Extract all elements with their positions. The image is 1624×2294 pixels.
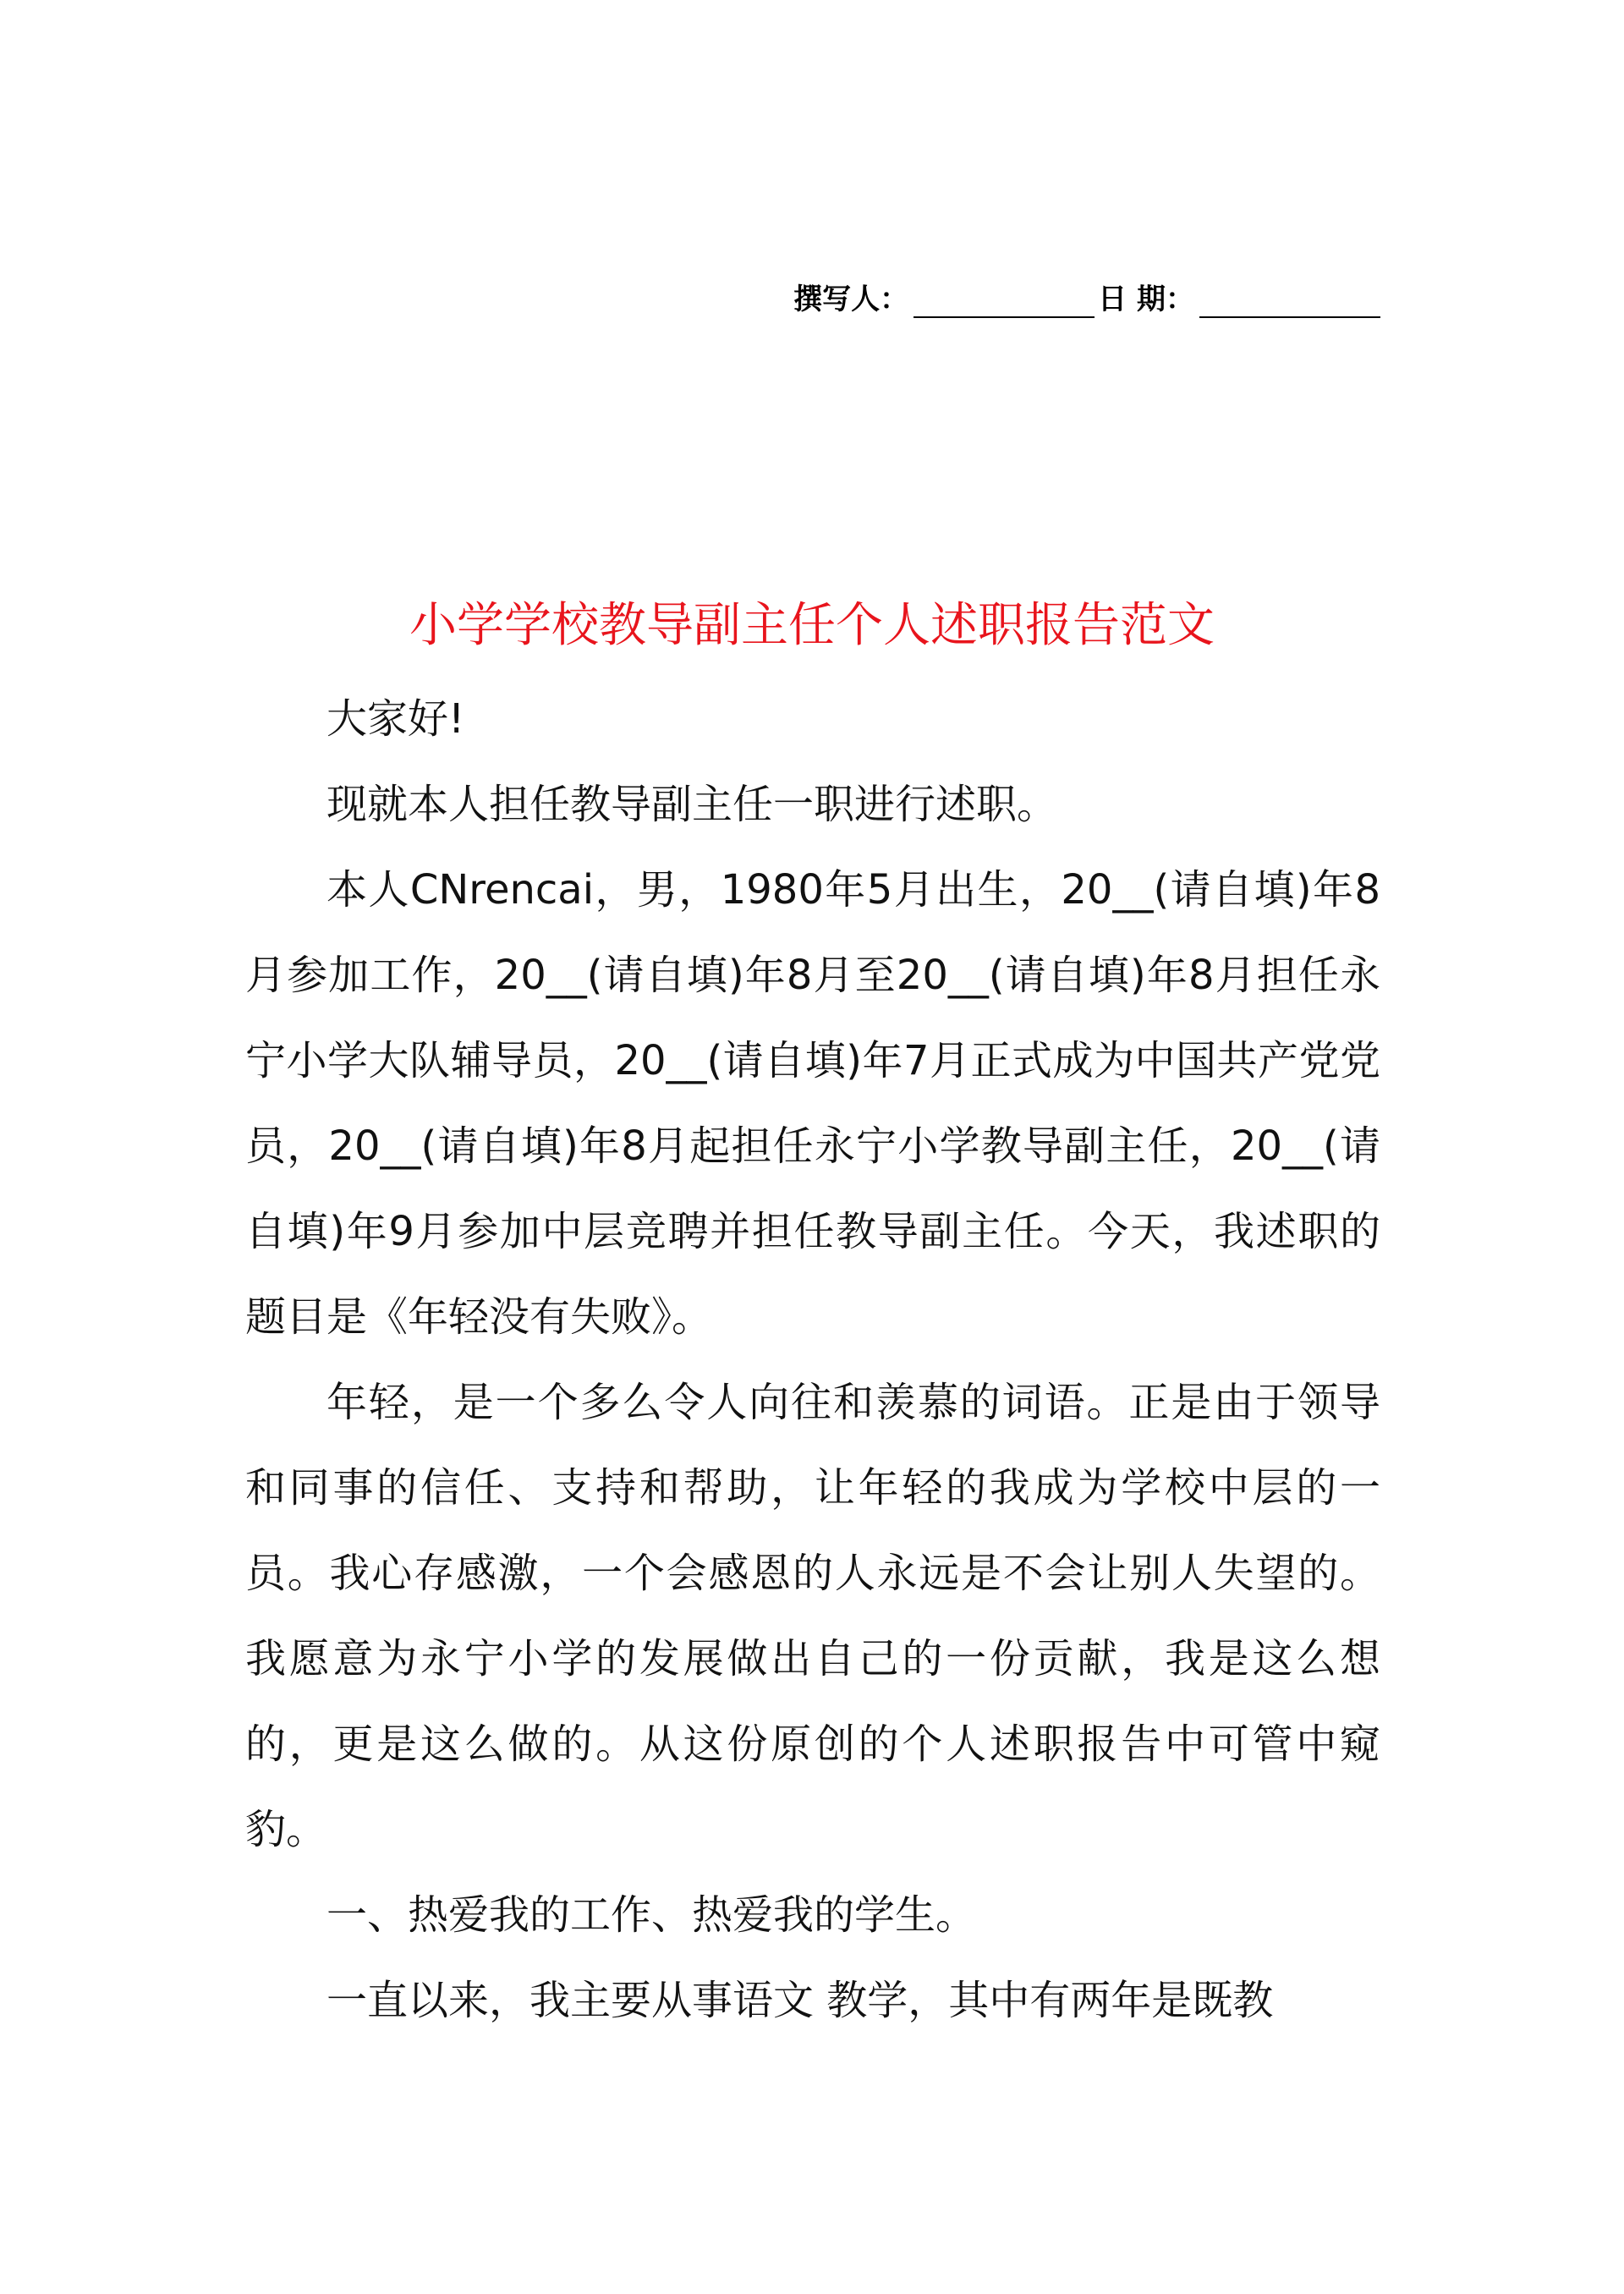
paragraph-background: 本人CNrencai，男，1980年5月出生，20__(请自填)年8月参加工作，20__(请自填)年8月至20__(请自填)年8月担任永宁小学大队辅导员，20__(请自填)年7月正式成为中国共产党党员，20__(请自填)年8月起担任永宁小学教导副主任，20__(请自填)年9月参加中层竞聘并担任教导副主任。今天，我述职的题目是《年轻没有失败》。 xyxy=(245,866,1380,1341)
document-title: 小学学校教导副主任个人述职报告范文 xyxy=(409,598,1215,653)
date-blank-field[interactable] xyxy=(1199,283,1380,318)
author-blank-field[interactable] xyxy=(914,283,1095,318)
paragraph-intro: 现就本人担任教导副主任一职进行述职。 xyxy=(326,781,1058,828)
paragraph-teaching: 一直以来，我主要从事语文 教学，其中有两年是既教 xyxy=(326,1977,1274,2024)
signature-date-line xyxy=(793,281,1380,318)
paragraph-greeting: 大家好! xyxy=(326,695,465,743)
document-body xyxy=(245,677,1380,2044)
section-heading-1: 一、热爱我的工作、热爱我的学生。 xyxy=(326,1891,977,1939)
author-label: 撰写人： xyxy=(793,283,909,316)
date-label: 日 期： xyxy=(1098,283,1194,316)
paragraph-youth: 年轻，是一个多么令人向往和羡慕的词语。正是由于领导和同事的信任、支持和帮助，让年轻的我成为学校中层的一员。我心存感激，一个会感恩的人永远是不会让别人失望的。我愿意为永宁小学的发展做出自己的一份贡献，我是这么想的，更是这么做的。从这份原创的个人述职报告中可管中窥豹。 xyxy=(245,1379,1380,1853)
